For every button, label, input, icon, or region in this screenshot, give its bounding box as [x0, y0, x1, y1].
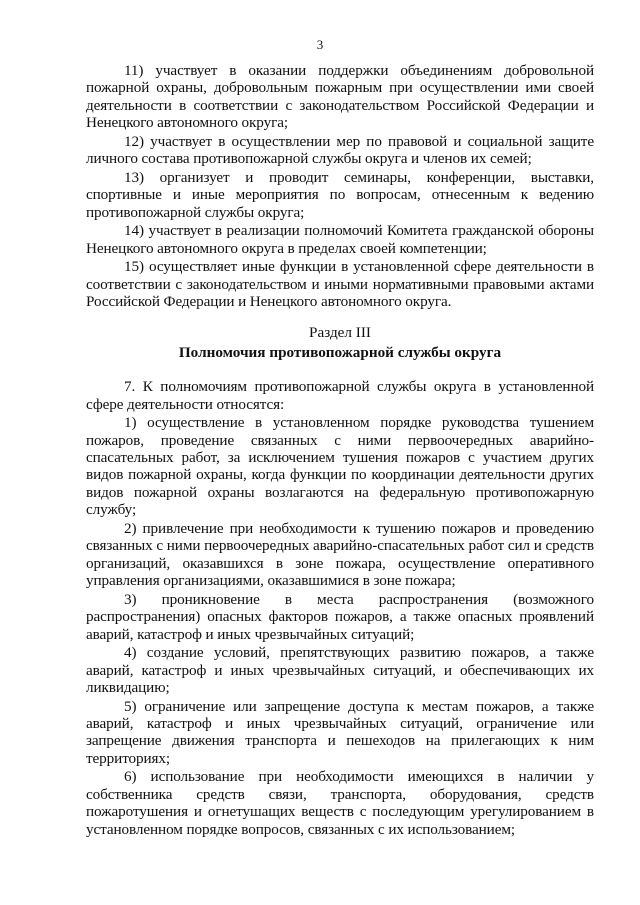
page-content — [86, 62, 594, 839]
section-label: Раздел III — [309, 324, 371, 342]
list-item: 13) организует и проводит семинары, конференции, выставки, спортивные и иные мероприятия по вопросам, отнесенным к ведению противопожарной службы округа; — [86, 168, 594, 221]
list-item: 4) создание условий, препятствующих развитию пожаров, а также аварий, катастроф и иных чрезвычайных ситуаций, и обеспечивающих их ликвидацию; — [86, 644, 594, 696]
list-item: 15) осуществляет иные функции в установленной сфере деятельности в соответствии с законодательством и иными нормативными правовыми актами Российской Федерации и Ненецкого автономного округа. — [86, 258, 594, 311]
list-item: 5) ограничение или запрещение доступа к местам пожаров, а также аварий, катастроф и иных чрезвычайных ситуаций, ограничение или запрещение движения транспорта и пешеходов на прилегающих к ним территориях; — [86, 697, 594, 767]
list-item: 11) участвует в оказании поддержки объединениям добровольной пожарной охраны, добровольным пожарным при осуществлении ими своей деятельности в соответствии с законодательством Российской Федерации и Ненецкого автономного округа; — [86, 62, 594, 132]
list-item: 2) привлечение при необходимости к тушению пожаров и проведению связанных с ними первоочередных аварийно-спасательных работ сил и средств организаций, оказавшихся в зоне пожара, осуществление оперативного управления организациями, оказавшимися в зоне пожара; — [86, 519, 594, 590]
list-item: 1) осуществление в установленном порядке руководства тушением пожаров, проведение связанных с ними первоочередных аварийно-спасательных работ, за исключением тушения пожаров с участием других видов пожарной охраны, когда функции по координации деятельности других видов пожарной охраны возлагаются на федеральную противопожарную службу; — [86, 414, 594, 519]
list-item: 12) участвует в осуществлении мер по правовой и социальной защите личного состава противопожарной службы округа и членов их семей; — [86, 132, 594, 168]
list-item: 6) использование при необходимости имеющихся в наличии у собственника средств связи, транспорта, оборудования, средств пожаротушения и огнетушащих веществ с последующим урегулированием в установленном порядке вопросов, связанных с их использованием; — [86, 768, 594, 838]
page-number: 3 — [316, 37, 324, 52]
list-item: 3) проникновение в места распространения (возможного распространения) опасных факторов пожаров, а также опасных проявлений аварий, катастроф и иных чрезвычайных ситуаций; — [86, 590, 594, 643]
section-title: Полномочия противопожарной службы округа — [178, 343, 502, 361]
clause-intro: 7. К полномочиям противопожарной службы округа в установленной сфере деятельности относятся: — [86, 378, 594, 413]
list-item: 14) участвует в реализации полномочий Комитета гражданской обороны Ненецкого автономного округа в пределах своей компетенции; — [86, 222, 594, 257]
